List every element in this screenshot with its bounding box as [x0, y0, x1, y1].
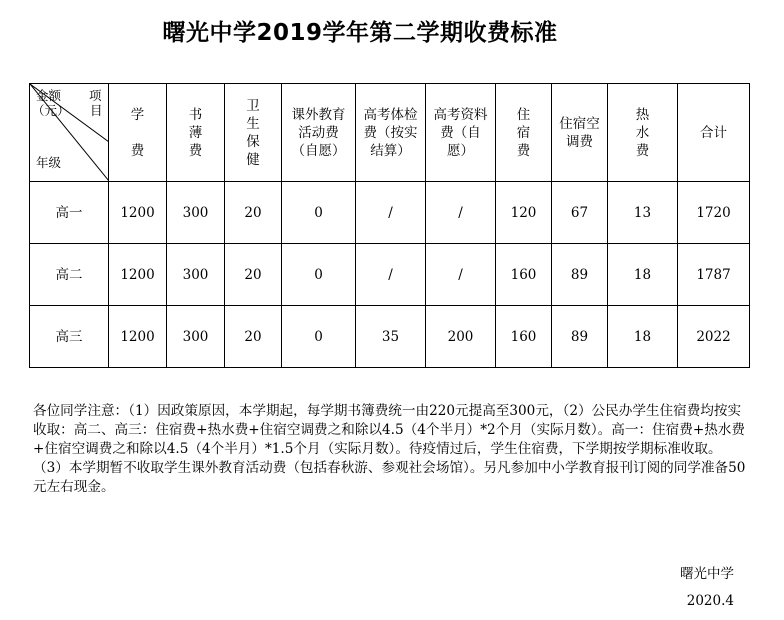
- table-cell: 0: [282, 306, 356, 368]
- header-hot-water: [608, 84, 678, 182]
- table-cell: 200: [426, 306, 496, 368]
- grade-cell: 高一: [30, 182, 109, 244]
- table-cell: 20: [225, 182, 282, 244]
- table-cell: 89: [552, 244, 608, 306]
- corner-item-label: 项: [89, 88, 102, 103]
- header-books: [167, 84, 225, 182]
- header-lodging: [496, 84, 552, 182]
- header-label: 住 宿 费: [516, 106, 531, 159]
- signature: 曙光中学: [680, 566, 734, 582]
- grade-cell: 高二: [30, 244, 109, 306]
- table-cell: 20: [225, 306, 282, 368]
- table-cell: 1200: [109, 306, 167, 368]
- table-cell: 160: [496, 244, 552, 306]
- table-cell: 300: [167, 244, 225, 306]
- date: 2020.4: [686, 593, 734, 609]
- table-cell: 0: [282, 244, 356, 306]
- table-cell: 1200: [109, 182, 167, 244]
- page-title: 曙光中学2019学年第二学期收费标准: [162, 20, 558, 46]
- table-cell: 20: [225, 244, 282, 306]
- table-cell: 18: [608, 306, 678, 368]
- table-cell: /: [426, 182, 496, 244]
- table-cell: 1720: [678, 182, 750, 244]
- table-cell: 0: [282, 182, 356, 244]
- header-label: 热 水 费: [635, 106, 650, 159]
- table-cell: 300: [167, 182, 225, 244]
- header-label: 高考资料 费（自 愿）: [433, 106, 488, 159]
- corner-amount-label: 金额: [36, 88, 62, 103]
- header-tuition: [109, 84, 167, 182]
- corner-cell: [30, 84, 109, 182]
- table-cell: 1787: [678, 244, 750, 306]
- fee-table: [29, 83, 750, 368]
- table-cell: /: [426, 244, 496, 306]
- corner-grade-label: 年级: [36, 155, 62, 170]
- notes-section: [33, 402, 749, 497]
- table-cell: 67: [552, 182, 608, 244]
- header-activity: [282, 84, 356, 182]
- table-cell: 160: [496, 306, 552, 368]
- table-cell: 13: [608, 182, 678, 244]
- table-cell: 1200: [109, 244, 167, 306]
- header-label: 合计: [700, 124, 727, 141]
- table-row: [30, 182, 750, 244]
- header-medical-exam: [356, 84, 426, 182]
- header-label: 高考体检 费（按实 结算）: [363, 106, 418, 159]
- header-aircon: [552, 84, 608, 182]
- table-cell: 18: [608, 244, 678, 306]
- header-exam-materials: [426, 84, 496, 182]
- header-label: 课外教育 活动费 （自愿）: [291, 106, 346, 159]
- table-cell: /: [356, 244, 426, 306]
- header-health: [225, 84, 282, 182]
- table-header-row: [30, 84, 750, 182]
- note-paragraph: （3）本学期暂不收取学生课外教育活动费（包括春秋游、参观社会场馆）。另凡参加中小学教育报刊订阅的同学准备50元左右现金。: [33, 460, 746, 495]
- corner-item2-label: 目: [90, 103, 103, 118]
- table-cell: /: [356, 182, 426, 244]
- table-row: [30, 306, 750, 368]
- header-label: 学 费: [130, 106, 145, 159]
- corner-yuan-label: （元）: [32, 103, 70, 118]
- table-row: [30, 244, 750, 306]
- header-label: 卫 生 保 健: [246, 97, 260, 168]
- note-paragraph: 各位同学注意：（1）因政策原因，本学期起，每学期书簿费统一由220元提高至300元，（2）公民办学生住宿费均按实收取：高二、高三：住宿费+热水费+住宿空调费之和除以4.5（4个半月）*2个月（实际月数）。高一：住宿费+热水费+住宿空调费之和除以4.5（4个半月）*1.5个月（实际月数）。待疫情过后，学生住宿费，下学期按学期标准收取。: [33, 403, 745, 457]
- header-label: 住宿空 调费: [559, 115, 600, 150]
- table-cell: 35: [356, 306, 426, 368]
- table-cell: 120: [496, 182, 552, 244]
- table-cell: 89: [552, 306, 608, 368]
- header-label: 书 薄 费: [188, 106, 203, 159]
- table-cell: 2022: [678, 306, 750, 368]
- table-cell: 300: [167, 306, 225, 368]
- header-total: [678, 84, 750, 182]
- grade-cell: 高三: [30, 306, 109, 368]
